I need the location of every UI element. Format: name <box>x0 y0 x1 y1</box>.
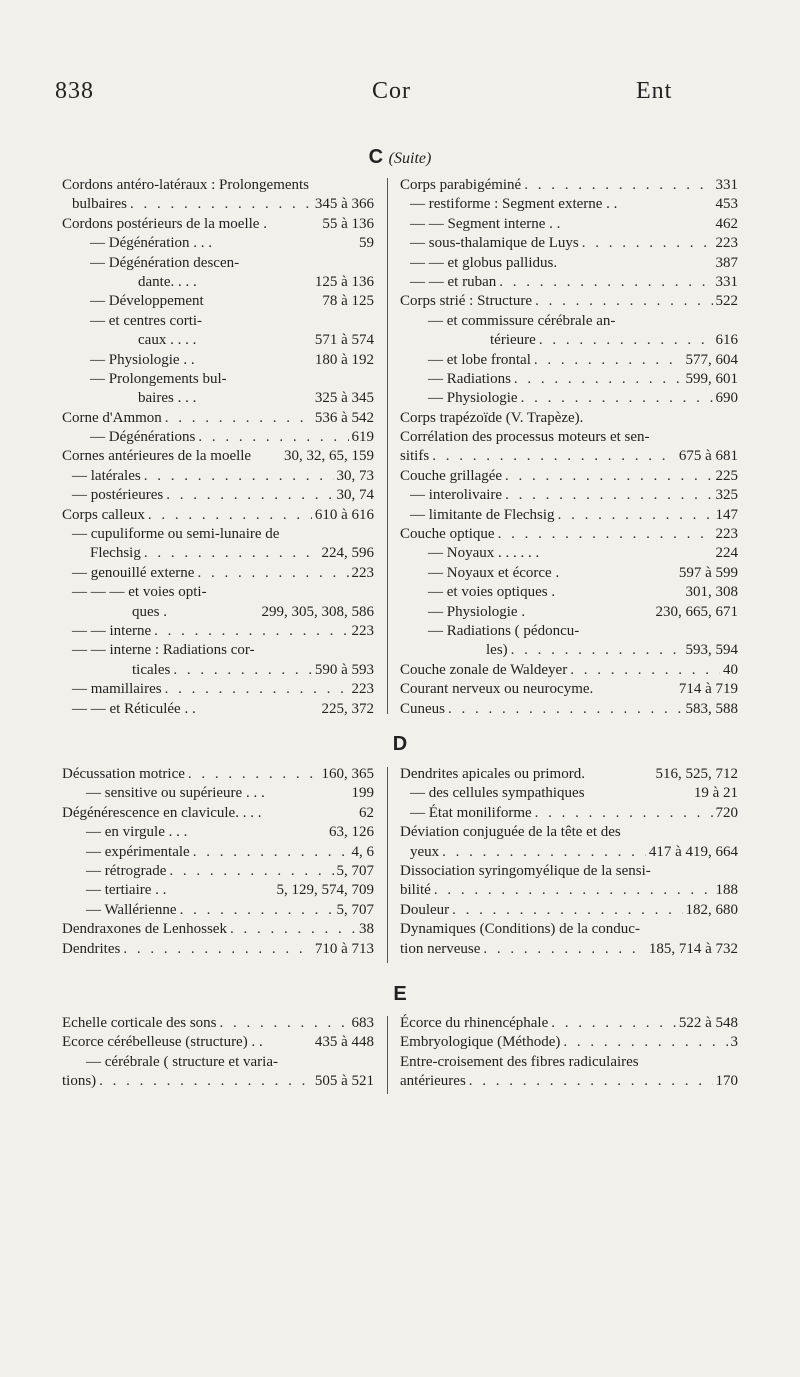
index-entry <box>62 661 374 680</box>
index-entry <box>62 680 374 699</box>
entry-page-ref: 223 <box>715 526 738 543</box>
leader-dots <box>534 351 683 370</box>
entry-term: — restiforme : Segment externe . . <box>410 196 618 213</box>
index-entry <box>400 641 738 660</box>
index-entry <box>62 564 374 583</box>
page-header <box>0 78 800 108</box>
entry-term: — Développement <box>90 293 204 310</box>
index-entry <box>400 881 738 900</box>
index-entry <box>62 292 374 311</box>
index-line: Entre-croisement des fibres radiculaires <box>400 1053 639 1070</box>
leader-dots <box>173 661 312 680</box>
entry-page-ref: 30, 73 <box>336 467 374 484</box>
leader-dots <box>193 843 349 862</box>
index-line: Corps trapézoïde (V. Trapèze). <box>400 409 584 426</box>
entry-page-ref: 331 <box>715 273 738 290</box>
entry-page-ref: 223 <box>715 235 738 252</box>
entry-page-ref: 610 à 616 <box>314 506 374 523</box>
entry-page-ref: 224, 596 <box>321 545 374 562</box>
index-entry <box>62 1072 374 1091</box>
entry-term: Dendraxones de Lenhossek <box>62 921 227 938</box>
index-entry <box>62 506 374 525</box>
entry-page-ref: 59 <box>359 235 374 252</box>
leader-dots <box>154 622 348 641</box>
entry-page-ref: 683 <box>351 1015 374 1031</box>
index-entry <box>62 215 374 234</box>
entry-page-ref: 38 <box>359 921 374 938</box>
leader-dots <box>123 940 312 959</box>
entry-page-ref: 188 <box>715 882 738 899</box>
index-entry <box>400 273 738 292</box>
index-entry <box>400 525 738 544</box>
section-heading-c: C (Suite) <box>368 146 432 168</box>
entry-term: ticales <box>132 661 171 678</box>
entry-page-ref: 4, 6 <box>351 843 374 860</box>
entry-page-ref: 170 <box>715 1073 738 1090</box>
leader-dots <box>505 467 712 486</box>
entry-page-ref: 417 à 419, 664 <box>648 843 738 860</box>
index-line: Déviation conjuguée de la tête et des <box>400 824 621 841</box>
entry-page-ref: 147 <box>715 506 738 523</box>
entry-term: bulbaires <box>72 196 127 213</box>
entry-page-ref: 160, 365 <box>321 766 374 782</box>
index-entry <box>400 234 738 253</box>
entry-page-ref: 225 <box>715 467 738 484</box>
leader-dots <box>582 234 713 253</box>
entry-term: Cordons postérieurs de la moelle . <box>62 215 267 232</box>
index-entry <box>400 765 738 784</box>
entry-page-ref: 55 à 136 <box>322 215 374 232</box>
running-head-right: Ent <box>636 78 673 104</box>
leader-dots <box>432 447 676 466</box>
entry-page-ref: 3 <box>730 1034 738 1051</box>
entry-page-ref: 675 à 681 <box>678 448 738 465</box>
index-line: Corrélation des processus moteurs et sen- <box>400 429 650 446</box>
entry-page-ref: 5, 707 <box>336 862 374 879</box>
section-heading-e: E <box>393 983 407 1005</box>
entry-term: Décussation motrice <box>62 766 185 782</box>
column-divider <box>387 1016 388 1094</box>
entry-page-ref: 522 à 548 <box>678 1015 738 1031</box>
entry-term: Douleur <box>400 901 450 918</box>
leader-dots <box>144 544 319 563</box>
entry-term: — Physiologie <box>428 390 518 407</box>
entry-page-ref: 40 <box>723 661 738 678</box>
entry-page-ref: 30, 32, 65, 159 <box>284 448 374 465</box>
entry-term: — Noyaux et écorce . <box>428 564 560 581</box>
index-entry <box>400 661 738 680</box>
entry-term: — — et Réticulée . . <box>72 700 196 717</box>
index-entry <box>400 486 738 505</box>
leader-dots <box>469 1072 713 1091</box>
entry-page-ref: 223 <box>351 622 374 639</box>
entry-term: Corps calleux <box>62 506 145 523</box>
leader-dots <box>539 331 713 350</box>
entry-page-ref: 522 <box>715 293 738 310</box>
leader-dots <box>144 467 334 486</box>
entry-page-ref: 387 <box>715 254 738 271</box>
index-line: — Prolongements bul- <box>90 370 227 387</box>
entry-page-ref: 5, 129, 574, 709 <box>276 882 374 899</box>
entry-page-ref: 325 <box>715 487 738 504</box>
entry-term: — — Segment interne . . <box>410 215 561 232</box>
entry-page-ref: 690 <box>715 390 738 407</box>
leader-dots <box>448 700 683 719</box>
entry-page-ref: 78 à 125 <box>322 293 374 310</box>
index-entry <box>62 1014 374 1033</box>
index-entry <box>400 389 738 408</box>
entry-term: Embryologique (Méthode) <box>400 1034 561 1051</box>
index-entry <box>62 823 374 842</box>
section-suite-label: (Suite) <box>388 150 432 167</box>
entry-page-ref: 5, 707 <box>336 901 374 918</box>
entry-term: — — interne <box>72 622 152 639</box>
entry-term: — postérieures <box>72 487 164 504</box>
index-entry <box>62 784 374 803</box>
leader-dots <box>230 920 356 939</box>
index-entry <box>62 700 374 719</box>
index-entry <box>400 351 738 370</box>
entry-term: dante. . . . <box>138 273 197 290</box>
entry-page-ref: 462 <box>715 215 738 232</box>
leader-dots <box>551 1014 676 1033</box>
index-entry <box>62 273 374 292</box>
entry-page-ref: 453 <box>715 196 738 213</box>
entry-term: — et voies optiques . <box>428 584 556 601</box>
index-entry <box>400 254 738 273</box>
column-divider <box>387 178 388 714</box>
entry-page-ref: 577, 604 <box>685 351 738 368</box>
entry-term: tions) <box>62 1073 97 1090</box>
index-entry <box>400 215 738 234</box>
index-entry <box>62 409 374 428</box>
leader-dots <box>498 525 713 544</box>
index-entry <box>400 447 738 466</box>
entry-term: — Physiologie . <box>428 603 526 620</box>
leader-dots <box>558 506 713 525</box>
index-entry <box>400 583 738 602</box>
entry-term: — — et ruban <box>410 273 497 290</box>
entry-term: caux . . . . <box>138 332 197 349</box>
entry-term: térieure <box>490 332 536 349</box>
entry-page-ref: 230, 665, 671 <box>655 603 738 620</box>
entry-page-ref: 571 à 574 <box>314 332 374 349</box>
entry-term: — en virgule . . . <box>86 824 188 841</box>
index-entry <box>400 843 738 862</box>
entry-term: — État moniliforme <box>410 804 532 821</box>
entry-term: Corps strié : Structure <box>400 293 533 310</box>
entry-page-ref: 199 <box>351 785 374 802</box>
entry-term: Ecorce cérébelleuse (structure) . . <box>62 1034 263 1051</box>
leader-dots <box>180 901 334 920</box>
leader-dots <box>220 1014 349 1033</box>
entry-term: — Wallérienne <box>86 901 177 918</box>
entry-page-ref: 63, 126 <box>329 824 374 841</box>
section-heading-d: D <box>392 733 408 755</box>
column-e-left <box>62 1014 374 1092</box>
entry-term: Couche grillagée <box>400 467 503 484</box>
index-entry <box>400 370 738 389</box>
running-head-left: Cor <box>372 78 411 104</box>
leader-dots <box>499 273 712 292</box>
index-entry <box>62 940 374 959</box>
entry-term: Dendrites apicales ou primord. <box>400 766 585 782</box>
index-line: — et centres corti- <box>90 312 203 329</box>
entry-page-ref: 710 à 713 <box>314 940 374 957</box>
entry-page-ref: 505 à 521 <box>314 1073 374 1090</box>
entry-term: Corne d'Ammon <box>62 409 162 426</box>
leader-dots <box>570 661 720 680</box>
leader-dots <box>442 843 646 862</box>
entry-page-ref: 299, 305, 308, 586 <box>261 603 374 620</box>
entry-term: Corps parabigéminé <box>400 177 522 193</box>
entry-term: antérieures <box>400 1073 466 1090</box>
column-c-left <box>62 176 374 719</box>
entry-term: Flechsig <box>90 545 141 562</box>
leader-dots <box>521 389 713 408</box>
index-line: Dissociation syringomyélique de la sensi- <box>400 862 651 879</box>
index-entry <box>400 680 738 699</box>
leader-dots <box>505 486 712 505</box>
entry-page-ref: 516, 525, 712 <box>655 766 738 782</box>
entry-term: yeux <box>410 843 440 860</box>
page-number: 838 <box>55 78 94 104</box>
entry-page-ref: 301, 308 <box>685 584 738 601</box>
entry-page-ref: 331 <box>715 177 738 193</box>
entry-page-ref: 19 à 21 <box>693 785 738 802</box>
column-divider <box>387 767 388 963</box>
index-line: — cupuliforme ou semi-lunaire de <box>72 526 280 543</box>
entry-term: Couche zonale de Waldeyer <box>400 661 568 678</box>
entry-page-ref: 223 <box>351 564 374 581</box>
entry-page-ref: 224 <box>715 545 738 562</box>
index-entry <box>400 603 738 622</box>
leader-dots <box>198 428 348 447</box>
leader-dots <box>563 1033 727 1052</box>
entry-term: — — et globus pallidus. <box>410 254 558 271</box>
entry-term: — expérimentale <box>86 843 190 860</box>
index-entry <box>62 428 374 447</box>
entry-page-ref: 182, 680 <box>685 901 738 918</box>
index-entry <box>62 195 374 214</box>
entry-page-ref: 62 <box>359 804 374 821</box>
index-entry <box>400 901 738 920</box>
index-entry <box>62 544 374 563</box>
index-entry <box>62 389 374 408</box>
entry-term: Dendrites <box>62 940 121 957</box>
index-line: — et commissure cérébrale an- <box>428 312 616 329</box>
leader-dots <box>148 506 312 525</box>
entry-term: Echelle corticale des sons <box>62 1015 217 1031</box>
index-entry <box>62 486 374 505</box>
index-entry <box>400 564 738 583</box>
leader-dots <box>452 901 682 920</box>
entry-page-ref: 583, 588 <box>685 700 738 717</box>
entry-term: Cornes antérieures de la moelle <box>62 448 252 465</box>
entry-page-ref: 714 à 719 <box>678 681 738 698</box>
index-line: — — — et voies opti- <box>72 584 207 601</box>
entry-term: — rétrograde <box>86 862 167 879</box>
index-entry <box>62 1033 374 1052</box>
index-entry <box>62 351 374 370</box>
index-entry <box>400 544 738 563</box>
index-entry <box>62 920 374 939</box>
entry-term: — Dégénération . . . <box>90 235 213 252</box>
entry-page-ref: 597 à 599 <box>678 564 738 581</box>
column-e-right <box>400 1014 738 1092</box>
entry-term: — des cellules sympathiques <box>410 785 585 802</box>
entry-page-ref: 345 à 366 <box>314 196 374 213</box>
leader-dots <box>511 641 683 660</box>
entry-page-ref: 180 à 192 <box>314 351 374 368</box>
index-line: Dynamiques (Conditions) de la conduc- <box>400 921 640 938</box>
leader-dots <box>169 862 333 881</box>
entry-term: Dégénérescence en clavicule. . . . <box>62 804 262 821</box>
leader-dots <box>165 409 312 428</box>
index-line: Cordons antéro-latéraux : Prolongements <box>62 177 310 193</box>
entry-page-ref: 125 à 136 <box>314 273 374 290</box>
index-entry <box>400 804 738 823</box>
leader-dots <box>165 680 349 699</box>
entry-term: — genouillé externe <box>72 564 195 581</box>
entry-term: — sensitive ou supérieure . . . <box>86 785 265 802</box>
index-entry <box>400 506 738 525</box>
entry-term: tion nerveuse <box>400 940 481 957</box>
index-entry <box>62 467 374 486</box>
index-entry <box>400 195 738 214</box>
index-entry <box>400 467 738 486</box>
entry-term: — mamillaires <box>72 681 162 698</box>
index-entry <box>400 1072 738 1091</box>
leader-dots <box>535 804 713 823</box>
leader-dots <box>434 881 713 900</box>
entry-page-ref: 593, 594 <box>685 642 738 659</box>
index-entry <box>400 1014 738 1033</box>
entry-term: Courant nerveux ou neurocyme. <box>400 681 594 698</box>
leader-dots <box>197 564 348 583</box>
leader-dots <box>483 940 645 959</box>
leader-dots <box>535 292 712 311</box>
entry-term: — interolivaire <box>410 487 503 504</box>
entry-term: sitifs <box>400 448 430 465</box>
index-line: — Dégénération descen- <box>90 254 240 271</box>
index-entry <box>400 176 738 195</box>
index-entry <box>62 881 374 900</box>
entry-term: — Noyaux . . . . . . <box>428 545 540 562</box>
index-entry <box>400 1033 738 1052</box>
index-entry <box>62 765 374 784</box>
entry-term: ques . <box>132 603 167 620</box>
entry-term: — Radiations <box>428 370 511 387</box>
index-entry <box>400 331 738 350</box>
leader-dots <box>514 370 683 389</box>
index-entry <box>62 804 374 823</box>
index-entry <box>62 622 374 641</box>
entry-page-ref: 325 à 345 <box>314 390 374 407</box>
index-entry <box>62 234 374 253</box>
entry-page-ref: 590 à 593 <box>314 661 374 678</box>
entry-page-ref: 616 <box>715 332 738 349</box>
column-c-right <box>400 176 738 719</box>
leader-dots <box>188 765 319 784</box>
entry-page-ref: 225, 372 <box>321 700 374 717</box>
index-entry <box>62 862 374 881</box>
entry-page-ref: 223 <box>351 681 374 698</box>
entry-page-ref: 599, 601 <box>685 370 738 387</box>
entry-term: bilité <box>400 882 431 899</box>
entry-page-ref: 30, 74 <box>336 487 374 504</box>
leader-dots <box>524 176 712 195</box>
entry-term: les) <box>486 642 508 659</box>
index-entry <box>62 843 374 862</box>
index-line: — — interne : Radiations cor- <box>72 642 255 659</box>
entry-page-ref: 619 <box>351 429 374 446</box>
entry-term: — et lobe frontal <box>428 351 531 368</box>
entry-term: Écorce du rhinencéphale <box>400 1015 549 1031</box>
index-entry <box>400 784 738 803</box>
entry-page-ref: 720 <box>715 804 738 821</box>
column-d-left <box>62 765 374 959</box>
entry-term: Cuneus <box>400 700 445 717</box>
index-entry <box>62 447 374 466</box>
index-entry <box>62 331 374 350</box>
index-entry <box>400 292 738 311</box>
entry-term: — tertiaire . . <box>86 882 167 899</box>
index-entry <box>400 700 738 719</box>
index-entry <box>62 901 374 920</box>
entry-term: — Physiologie . . <box>90 351 195 368</box>
entry-term: baires . . . <box>138 390 197 407</box>
entry-term: — Dégénérations <box>90 429 196 446</box>
entry-term: Couche optique <box>400 526 495 543</box>
leader-dots <box>99 1072 312 1091</box>
index-entry <box>62 603 374 622</box>
index-line: — cérébrale ( structure et varia- <box>86 1053 278 1070</box>
entry-term: — latérales <box>72 467 141 484</box>
entry-term: — sous-thalamique de Luys <box>410 235 579 252</box>
column-d-right <box>400 765 738 959</box>
entry-page-ref: 185, 714 à 732 <box>648 940 738 957</box>
leader-dots <box>166 486 333 505</box>
leader-dots <box>130 195 312 214</box>
index-entry <box>400 940 738 959</box>
index-line: — Radiations ( pédoncu- <box>428 622 580 639</box>
entry-term: — limitante de Flechsig <box>410 506 555 523</box>
entry-page-ref: 435 à 448 <box>314 1034 374 1051</box>
entry-page-ref: 536 à 542 <box>314 409 374 426</box>
